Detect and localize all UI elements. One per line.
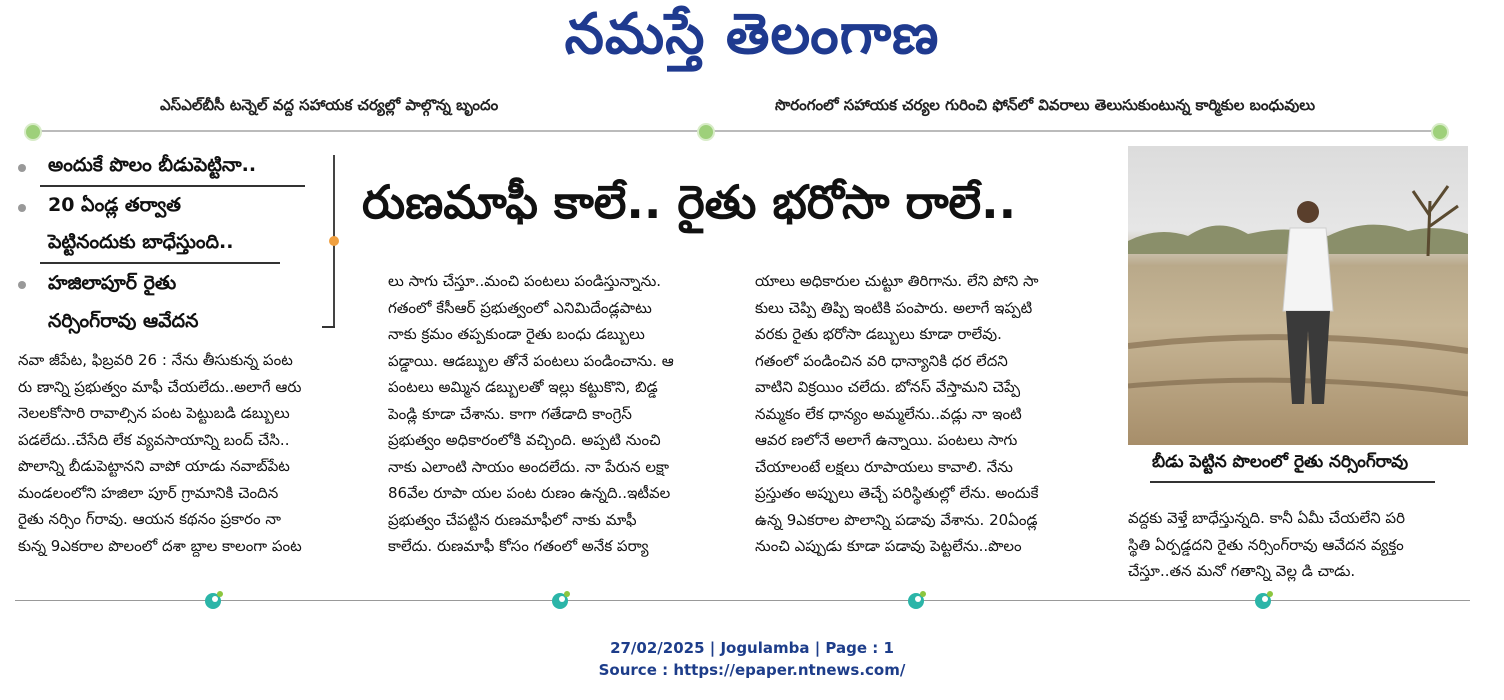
- body-line: నాకు క్రమం తప్పకుండా రైతు బంధు డబ్బులు: [388, 325, 645, 343]
- kicker-underline: [40, 262, 280, 264]
- divider-dot-left: [24, 123, 42, 141]
- body-line: వద్దకు వెళ్తే బాధేస్తున్నది. కానీ ఏమీ చేయలేని పరి: [1128, 509, 1405, 527]
- kicker-line-2: 20 ఏండ్ల తర్వాత: [48, 194, 181, 216]
- body-line: నుంచి ఎప్పుడు కూడా పడావు పెట్టలేను..పొలం: [755, 537, 1022, 555]
- body-column-1: [18, 347, 358, 559]
- body-column-4: [1128, 505, 1468, 585]
- bottom-divider: [15, 600, 1470, 601]
- body-line: ప్రస్తుతం అప్పులు తెచ్చే పరిస్థితుల్లో లేను. అందుకే: [755, 484, 1039, 502]
- body-line: ఆవర ణలోనే అలాగే ఉన్నాయి. పంటలు సాగు: [755, 431, 1018, 449]
- body-line: పెండ్లి కూడా చేశాను. కాగా గతేడాది కాంగ్రెస్: [388, 404, 632, 423]
- ntnews-leaf-icon: [550, 589, 572, 611]
- kicker-line-3: పెట్టినందుకు బాధేస్తుంది..: [48, 231, 234, 253]
- body-line: కులు చెప్పి తిప్పి ఇంటికి పంపారు. అలాగే ఇప్పటి: [755, 298, 1033, 317]
- ntnews-leaf-icon: [906, 589, 928, 611]
- body-line: ఉన్న 9ఎకరాల పొలాన్ని పడావు వేశాను. 20ఏండ్ల: [755, 510, 1038, 529]
- divider-dot-center: [697, 123, 715, 141]
- body-line: కాలేదు. రుణమాఫీ కోసం గతంలో అనేక పర్యా: [388, 537, 649, 555]
- strip-caption-left: ఎస్‌ఎల్‌బీసీ టన్నెల్ వద్ద సహాయక చర్యల్లో పాల్గొన్న బృందం: [160, 96, 499, 114]
- body-line: గతంలో కేసీఆర్ ప్రభుత్వంలో ఎనిమిదేండ్లపాటు: [388, 298, 652, 317]
- body-line: పడ్డాయి. ఆడబ్బుల తోనే పంటలు పండించాను. ఆ: [388, 351, 674, 370]
- farmer-field-illustration: [1128, 146, 1468, 445]
- kicker-line-4: హజిలాపూర్ రైతు: [48, 272, 177, 294]
- farmer-field-photo: [1128, 146, 1468, 445]
- body-line: లు సాగు చేస్తూ..మంచి పంటలు పండిస్తున్నాను.: [388, 272, 662, 290]
- body-line: చేయాలంటే లక్షలు రూపాయలు కావాలి. నేను: [755, 457, 1013, 476]
- body-line: ప్రభుత్వం చేపట్టిన రుణమాఫీలో నాకు మాఫీ: [388, 510, 637, 529]
- divider-dot-right: [1431, 123, 1449, 141]
- farmer-trousers: [1286, 311, 1330, 404]
- body-line: కున్న 9ఎకరాల పొలంలో దశా బ్దాల కాలంగా పంట: [18, 536, 302, 555]
- body-line: పొలాన్ని బీడుపెట్టానని వాపో యాడు నవాబ్‌పేట: [18, 457, 290, 475]
- body-line: వాటిని విక్రయిం చలేదు. బోనస్ వేస్తామని చెప్పే: [755, 378, 1021, 396]
- body-column-2: [388, 268, 728, 560]
- body-line: వరకు రైతు భరోసా డబ్బులు కూడా రాలేవు.: [755, 325, 1002, 343]
- body-line: నెలలకోసారి రావాల్సిన పంట పెట్టుబడి డబ్బులు: [18, 404, 290, 422]
- body-line: ప్రభుత్వం అధికారంలోకి వచ్చింది. అప్పటి నుంచి: [388, 431, 661, 449]
- body-line: నమ్మకం లేక ధాన్యం అమ్మలేను..వడ్లు నా ఇంటి: [755, 404, 1022, 423]
- body-line: పడలేదు..చేసేది లేక వ్యవసాయాన్ని బంద్ చేసి..: [18, 430, 290, 449]
- masthead-title: నమస్తే తెలంగాణ: [564, 2, 940, 67]
- body-line: రైతు నర్సిం గ్‌రావు. ఆయన కథనం ప్రకారం నా: [18, 510, 281, 528]
- body-line: చేస్తూ..తన మనో గతాన్ని వెల్ల డి చాడు.: [1128, 562, 1356, 580]
- kicker-line-1: అందుకే పొలం బీడుపెట్టినా..: [48, 154, 257, 176]
- footer-date-edition: 27/02/2025 | Jogulamba | Page : 1: [610, 639, 894, 657]
- ntnews-leaf-icon: [1253, 589, 1275, 611]
- kicker-bullet: [18, 281, 26, 289]
- body-line: రు ణాన్ని ప్రభుత్వం మాఫీ చేయలేదు..అలాగే ఆరు: [18, 377, 302, 396]
- body-line: యాలు అధికారుల చుట్టూ తిరిగాను. లేని పోని సా: [755, 272, 1039, 290]
- kicker-bullet: [18, 164, 26, 172]
- kicker-bullet: [18, 204, 26, 212]
- body-line: 86వేల రూపా యల పంట రుణం ఉన్నది..ఇటీవల: [388, 484, 671, 502]
- kicker-line-5: నర్సింగ్‌రావు ఆవేదన: [48, 310, 199, 332]
- kicker-side-bar-foot: [322, 326, 335, 328]
- farmer-head: [1297, 201, 1319, 223]
- body-line: నవా జీపేట, ఫిబ్రవరి 26 : నేను తీసుకున్న పంట: [18, 351, 293, 369]
- footer-source: Source : https://epaper.ntnews.com/: [598, 661, 906, 679]
- ntnews-leaf-icon: [203, 589, 225, 611]
- body-line: నాకు ఎలాంటి సాయం అందలేదు. నా పేరున లక్షా: [388, 457, 669, 476]
- top-divider: [30, 130, 1440, 132]
- farmer-shirt: [1283, 228, 1333, 311]
- kicker-marker-icon: [329, 236, 339, 246]
- headline: రుణమాఫీ కాలే.. రైతు భరోసా రాలే..: [362, 175, 1017, 229]
- kicker-underline: [40, 185, 305, 187]
- body-line: స్థితి ఏర్పడ్డదని రైతు నర్సింగ్‌రావు ఆవేదన వ్యక్తం: [1128, 535, 1404, 554]
- body-line: మండలంలోని హజిలా పూర్ గ్రామానికి చెందిన: [18, 483, 279, 502]
- caption-underline: [1150, 481, 1435, 483]
- strip-caption-right: సొరంగంలో సహాయక చర్యల గురించి ఫోన్‌లో వివరాలు తెలుసుకుంటున్న కార్మికుల బంధువులు: [775, 96, 1316, 114]
- photo-caption: బీడు పెట్టిన పొలంలో రైతు నర్సింగ్‌రావు: [1152, 452, 1409, 472]
- body-column-3: [755, 268, 1100, 560]
- body-line: గతంలో పండించిన వరి ధాన్యానికి ధర లేదని: [755, 351, 1008, 370]
- body-line: పంటలు అమ్మిన డబ్బులతో ఇల్లు కట్టుకొని, బిడ్డ: [388, 378, 658, 396]
